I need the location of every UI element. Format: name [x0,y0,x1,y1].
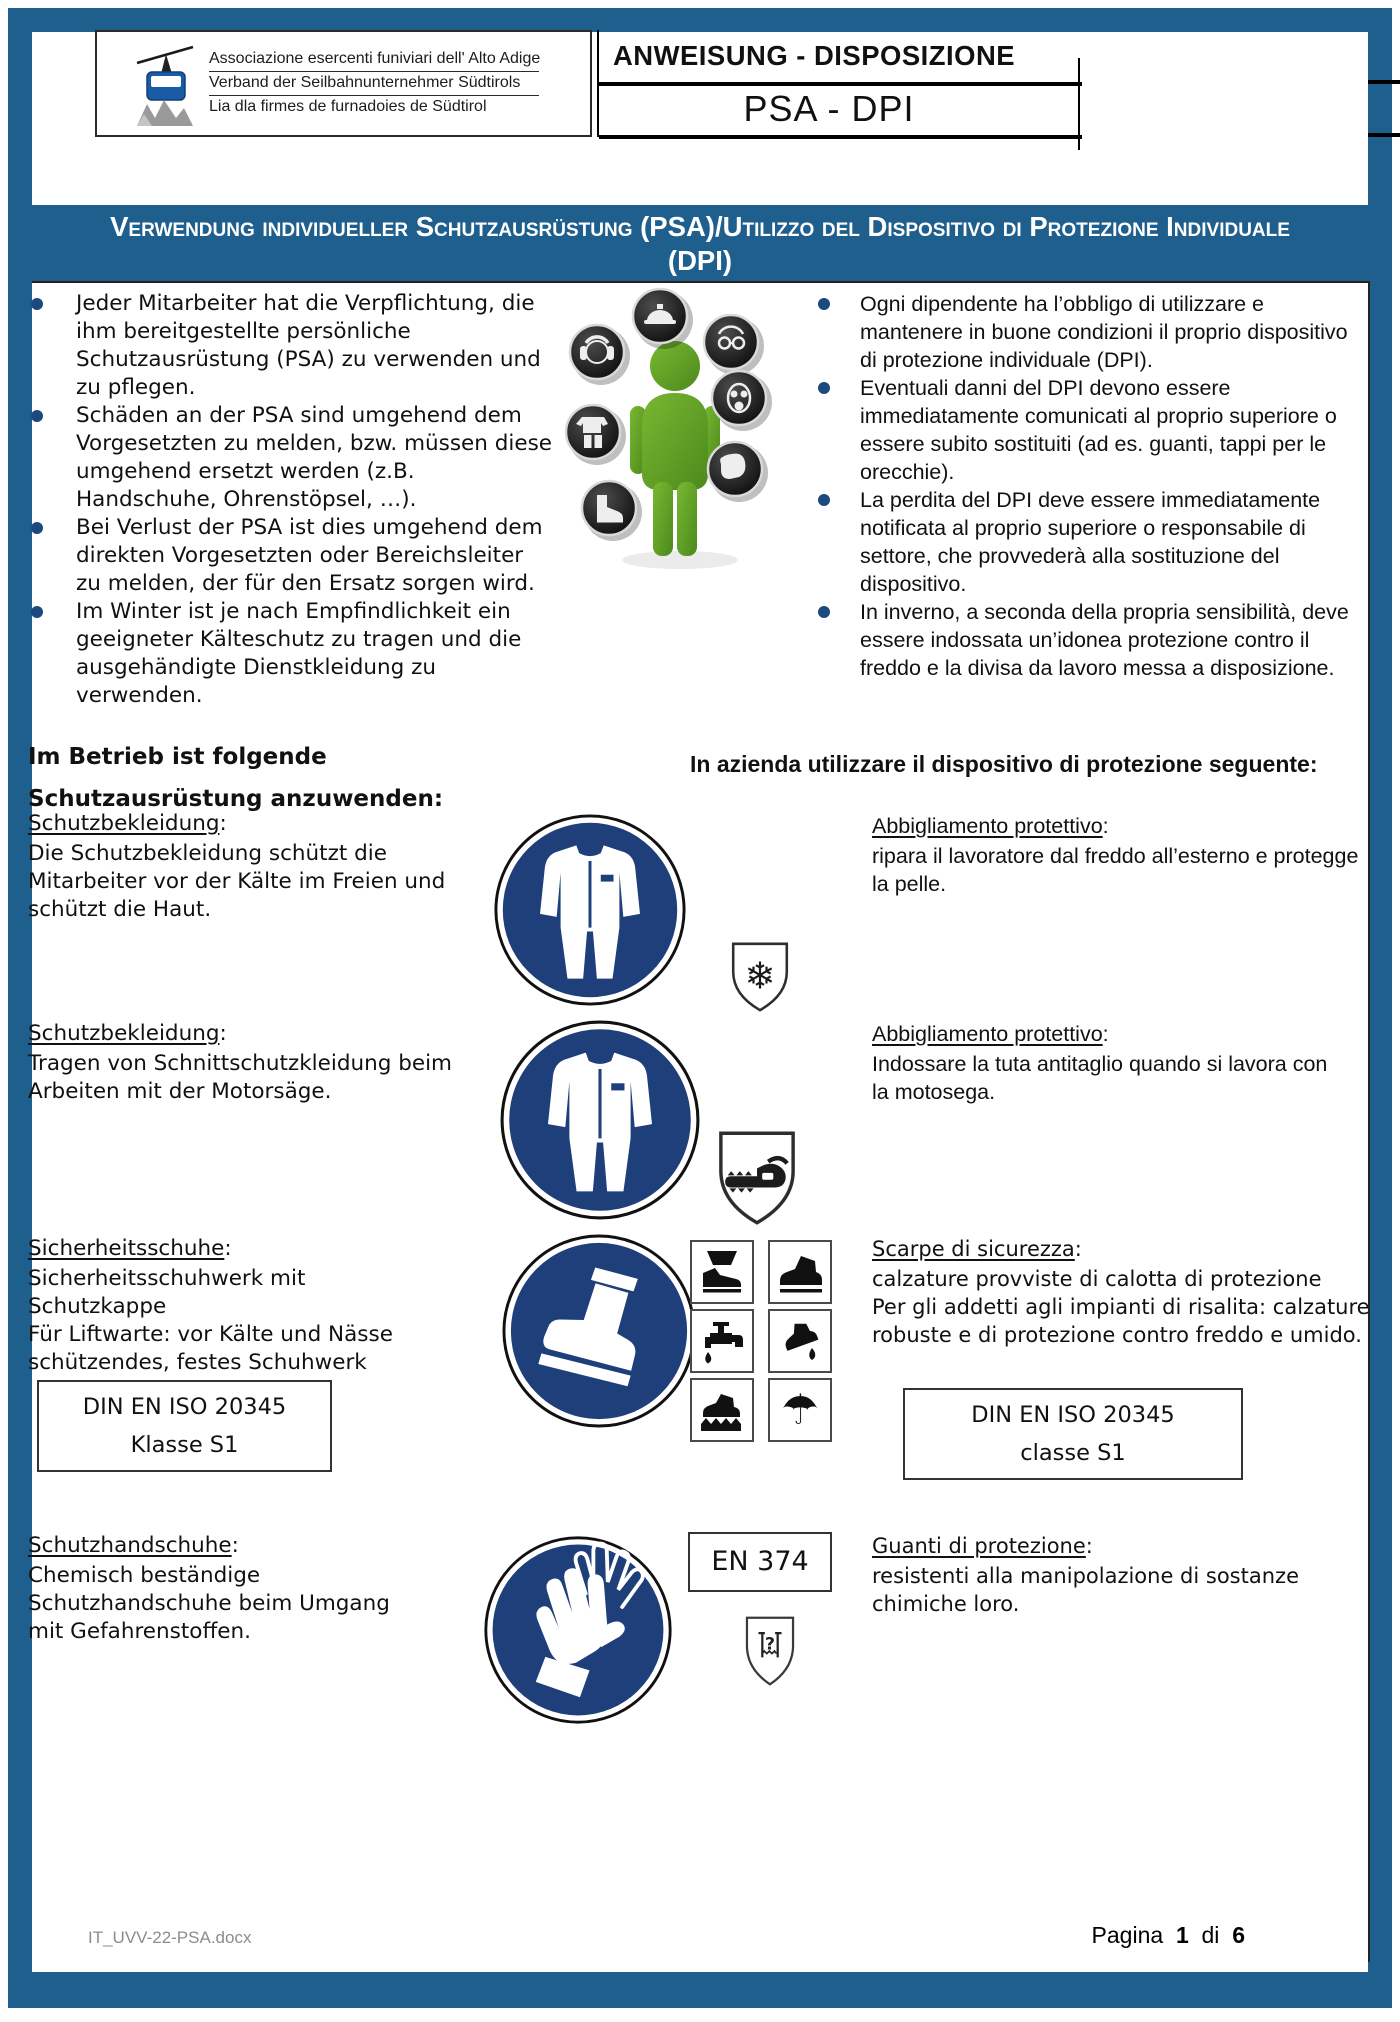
row3-de-body: Sicherheitsschuhwerk mit Schutzkappe [28,1266,306,1319]
footer-filename: IT_UVV-22-PSA.docx [88,1928,252,1947]
cablecar-logo-icon [135,42,195,126]
chemical-beaker-shield-icon [738,1612,802,1690]
page-number: 1 [1175,1922,1189,1948]
list-item [818,290,1358,374]
row1-it-title: Abbigliamento protettivo [872,814,1103,838]
colon: : [1102,1022,1109,1046]
logo-line-1: Associazione esercenti funiviari dell' Alto Adige [209,48,539,72]
ear-protection-icon [570,325,630,385]
intro-it-2: Eventuali danni del DPI devono essere immediatamente comunicati al proprio superiore o essere subito sostituiti (ad es. guanti, tappi per le orecchie). [860,376,1337,484]
en-standard: EN 374 [711,1546,809,1577]
row4-de-body: Chemisch beständige Schutzhandschuhe beim Umgang mit Gefahrenstoffen. [28,1563,390,1644]
row3-de-text [28,1235,460,1377]
gas-mask-icon [712,371,772,431]
bullet-dot-icon [818,298,830,310]
row4-it-text [872,1532,1372,1618]
row4-it-body: resistenti alla manipolazione di sostanze chimiche loro. [872,1564,1299,1616]
intro-de-4: Im Winter ist je nach Empfindlichkeit ein geeigneter Kälteschutz zu tragen und die ausgehändigte Dienstkleidung zu verwenden. [76,599,522,708]
row2-it-title: Abbigliamento protettivo [872,1022,1103,1046]
mandatory-safety-boots-sign [500,1232,698,1430]
intro-list-it [818,290,1358,682]
umbrella-icon [768,1378,832,1442]
row3-it-body2: Per gli addetti agli impianti di risalita: calzature robuste e di protezione contro freddo e umido. [872,1295,1370,1347]
slip-resistance-icon [690,1378,754,1442]
list-item [31,290,553,402]
shoe-icon [768,1240,832,1304]
section-heading-de: Im Betrieb ist folgende Schutzausrüstung anzuwenden: [28,744,444,812]
logo-text [209,48,539,119]
din-box-it [903,1388,1243,1480]
intro-list-de [31,290,553,710]
colon: : [219,1021,227,1046]
bullet-dot-icon [31,410,43,422]
bullet-dot-icon [818,494,830,506]
row2-de-title: Schutzbekleidung [28,1021,220,1046]
mandatory-protective-gloves-sign [482,1534,674,1726]
of-word: di [1201,1922,1220,1948]
row4-de-text [28,1532,398,1646]
snowflake-shield-icon [728,940,792,1014]
umbrella-glyph: ☂ [781,1385,819,1434]
shoe-water-icon [768,1309,832,1373]
goggles-icon [704,315,764,375]
mandatory-protective-clothing-sign [492,812,688,1008]
colon: : [219,811,227,836]
row1-de-text [28,810,458,924]
mandatory-protective-clothing-sign [498,1018,702,1222]
row4-it-title: Guanti di protezione [872,1534,1086,1558]
title-right-border [1078,58,1080,150]
section-banner: Verwendung individueller Schutzausrüstung (PSA)/Utilizzo del Dispositivo di Protezione Individuale (DPI) [32,205,1368,281]
boots-icon [582,481,642,541]
bullet-dot-icon [818,606,830,618]
row3-it-title: Scarpe di sicurezza [872,1237,1075,1261]
bullet-dot-icon [31,298,43,310]
logo-line-2: Verband der Seilbahnunternehmer Südtirols [209,72,539,96]
intro-de-2: Schäden an der PSA sind umgehend dem Vorgesetzten zu melden, bzw. müssen diese umgehend ersetzt werden (z.B. Handschuhe, Ohrenstöpsel, …). [76,403,553,512]
protective-suit-icon [566,405,626,465]
row3-de-title: Sicherheitsschuhe [28,1236,225,1261]
colon: : [1074,1237,1082,1261]
row1-it-text [872,812,1362,898]
list-item [31,402,553,514]
row2-it-body: Indossare la tuta antitaglio quando si lavora con la motosega. [872,1052,1328,1104]
list-item [818,374,1358,486]
title-divider [599,82,1082,86]
bullet-dot-icon [31,606,43,618]
rule-stub-bottom [1368,133,1400,137]
logo-box [95,30,592,137]
page-total: 6 [1232,1922,1245,1948]
list-item [818,598,1358,682]
din-class: Klasse S1 [130,1432,239,1458]
row1-de-title: Schutzbekleidung [28,811,220,836]
colon: : [1085,1534,1093,1558]
row2-it-text [872,1020,1342,1106]
title-box [597,30,1080,137]
chainsaw-shield-icon [714,1128,800,1228]
din-box-de [37,1380,332,1472]
gloves-icon [708,442,768,502]
svg-text:?: ? [764,1634,776,1655]
helmet-icon [633,289,693,349]
row1-it-body: ripara il lavoratore dal freddo all’esterno e protegge la pelle. [872,844,1359,896]
list-item [818,486,1358,598]
footer-page-indicator [1040,1922,1245,1949]
document-subtitle: PSA - DPI [743,88,915,129]
water-tap-icon [690,1309,754,1373]
row3-it-text [872,1235,1372,1349]
intro-de-3: Bei Verlust der PSA ist dies umgehend dem direkten Vorgesetzten oder Bereichsleiter zu melden, der für den Ersatz sorgen wird. [76,515,543,596]
bullet-dot-icon [818,382,830,394]
bullet-dot-icon [31,522,43,534]
row2-de-text [28,1020,458,1106]
row1-de-body: Die Schutzbekleidung schützt die Mitarbeiter vor der Kälte im Freien und schützt die Haut. [28,841,446,922]
toe-impact-icon [690,1240,754,1304]
intro-it-3: La perdita del DPI deve essere immediatamente notificata al proprio superiore o responsabile di settore, che provvederà alla sostituzione del dispositivo. [860,488,1321,596]
row2-de-body: Tragen von Schnittschutzkleidung beim Arbeiten mit der Motorsäge. [28,1051,453,1104]
din-standard: DIN EN ISO 20345 [82,1394,287,1420]
document-title: ANWEISUNG - DISPOSIZIONE [613,40,1016,71]
din-standard: DIN EN ISO 20345 [971,1402,1175,1428]
colon: : [231,1533,239,1558]
ppe-person-figure [545,284,805,594]
rule-stub-top [1368,80,1400,84]
title-bottom-rule [599,135,1082,139]
en374-box [688,1532,832,1592]
colon: : [224,1236,232,1261]
list-item [31,514,553,598]
row3-it-body: calzature provviste di calotta di protezione [872,1267,1322,1291]
din-class: classe S1 [1020,1440,1126,1466]
row4-de-title: Schutzhandschuhe [28,1533,232,1558]
section-heading-it: In azienda utilizzare il dispositivo di protezione seguente: [690,751,1318,777]
list-item [31,598,553,710]
row3-de-body2: Für Liftwarte: vor Kälte und Nässe schützendes, festes Schuhwerk [28,1322,393,1375]
intro-it-4: In inverno, a seconda della propria sensibilità, deve essere indossata un’idonea protezione contro il freddo e la divisa da lavoro messa a disposizione. [860,600,1349,680]
svg-text:❄: ❄ [744,954,776,998]
logo-line-3: Lia dla firmes de furnadoies de Südtirol [209,98,487,115]
colon: : [1102,814,1109,838]
shoe-feature-pictograms [690,1240,832,1442]
intro-it-1: Ogni dipendente ha l’obbligo di utilizzare e mantenere in buone condizioni il proprio dispositivo di protezione individuale (DPI). [860,292,1348,372]
intro-de-1: Jeder Mitarbeiter hat die Verpflichtung, die ihm bereitgestellte persönliche Schutzausrüstung (PSA) zu verwenden und zu pflegen. [76,291,541,400]
page-word: Pagina [1091,1922,1164,1948]
